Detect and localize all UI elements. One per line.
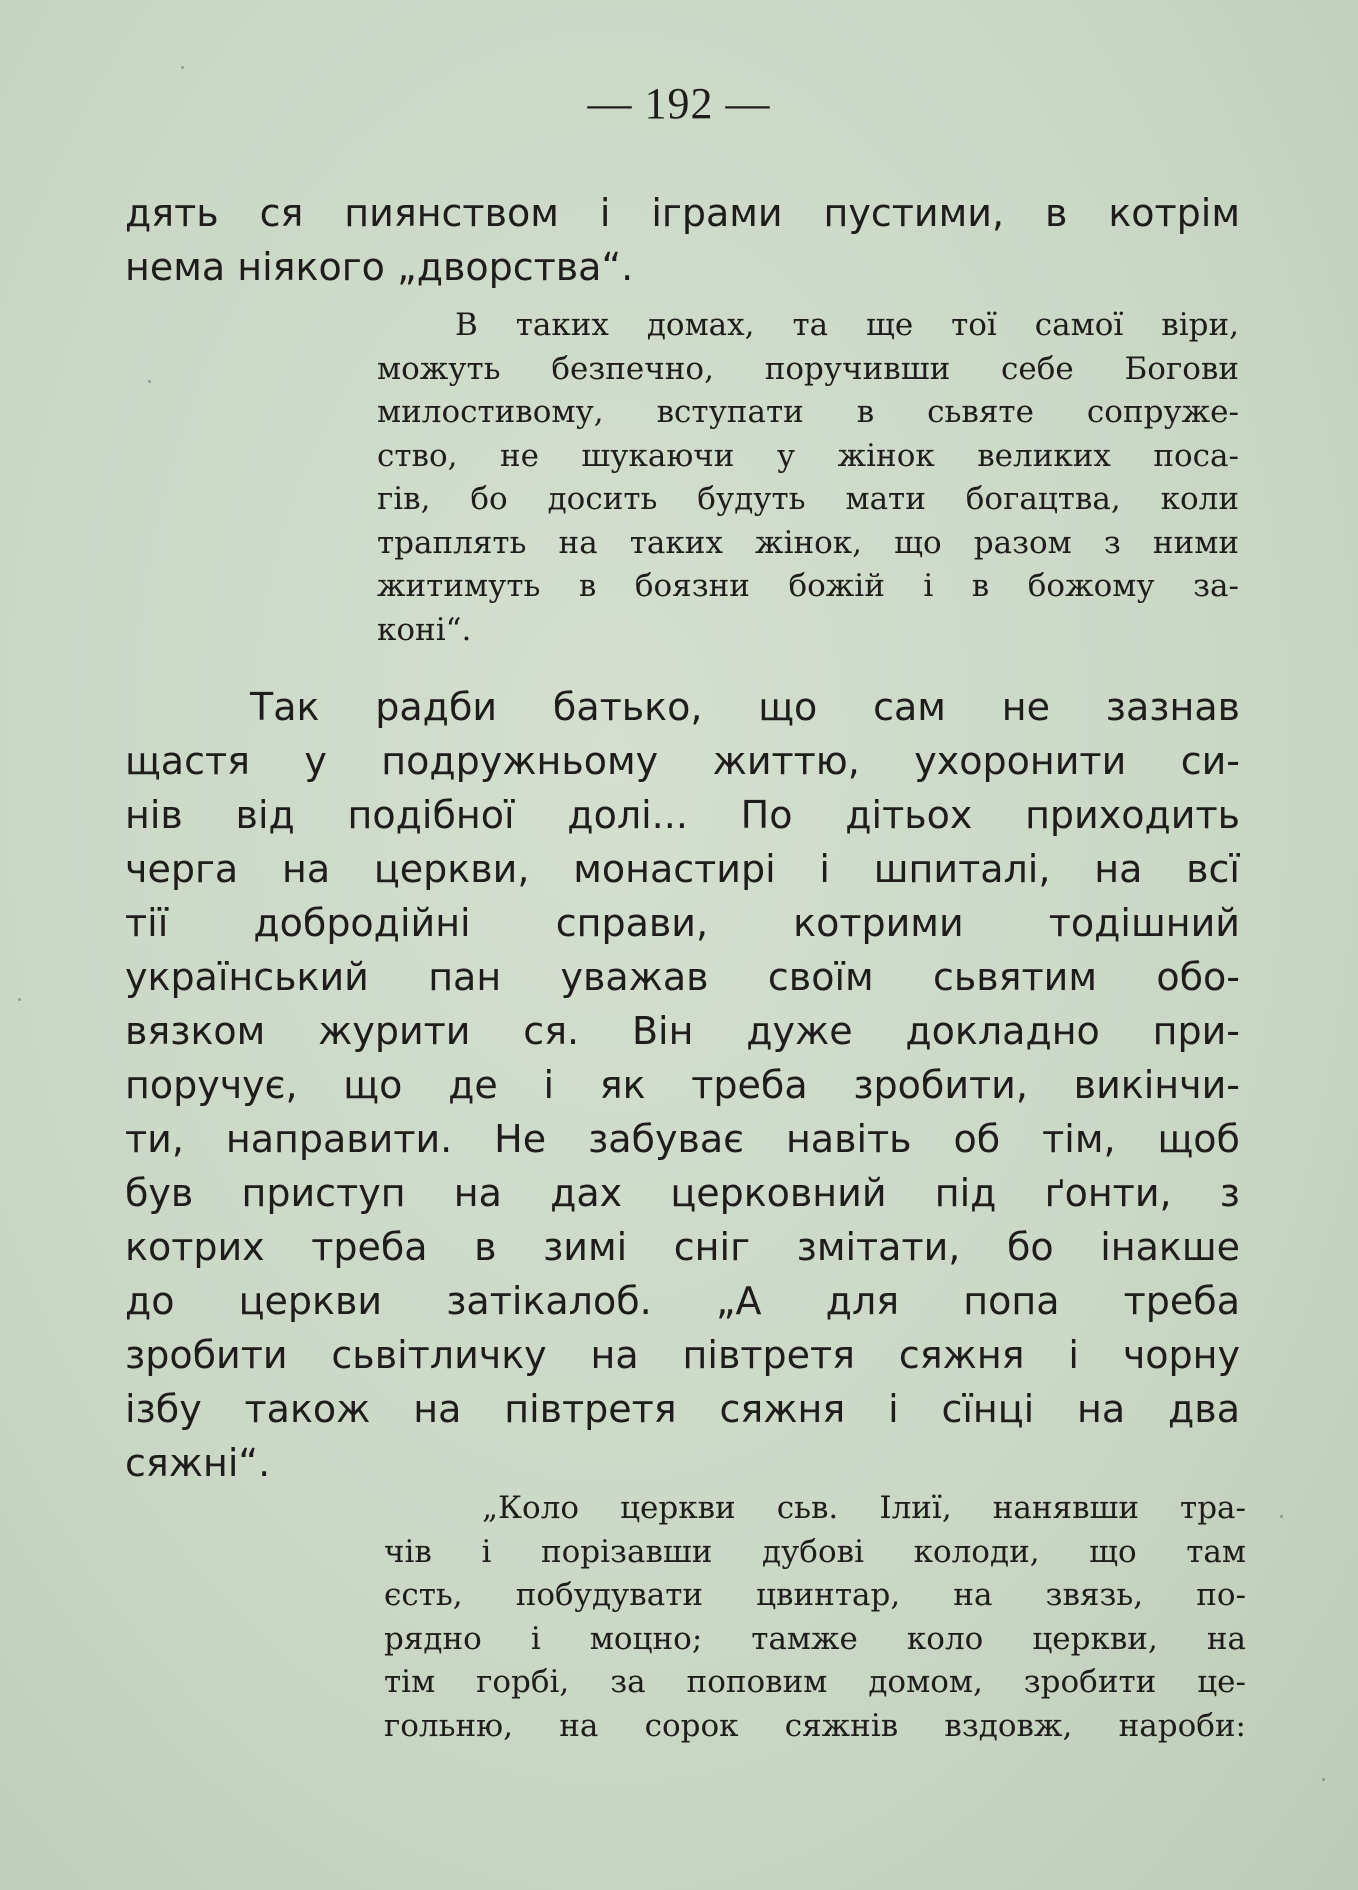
text-line: був приступ на дах церковний під ґонти, з — [125, 1171, 1240, 1215]
quote-line: рядно і моцно; тамже коло церкви, на — [384, 1620, 1246, 1657]
text-line: вязком журити ся. Він дуже докладно при- — [125, 1009, 1240, 1053]
paper-speck — [1322, 1778, 1325, 1781]
quote-line: коні“. — [377, 611, 472, 648]
text-line: тії добродійні справи, котрими тодішний — [125, 901, 1240, 945]
quote-line: гів, бо досить будуть мати богацтва, коли — [377, 481, 1239, 517]
quote-line: В таких домах, та ще тої самої віри, — [455, 307, 1239, 343]
quote-line: милостивому, вступати в сьвяте сопруже- — [377, 394, 1239, 430]
text-line: сяжні“. — [125, 1441, 271, 1485]
paper-speck — [181, 66, 184, 69]
text-line: котрих треба в зимі сніг змітати, бо інакше — [125, 1225, 1240, 1269]
text-line: поручує, що де і як треба зробити, викінчи- — [125, 1063, 1240, 1107]
paper-speck — [1280, 1515, 1283, 1518]
text-line: дять ся пиянством і іграми пустими, в котрім — [125, 191, 1240, 235]
text-line: ізбу також на півтретя сяжня і сїнці на два — [125, 1387, 1240, 1431]
quote-line: траплять на таких жінок, що разом з ними — [377, 524, 1239, 561]
quote-line: чів і порізавши дубові колоди, що там — [384, 1533, 1246, 1570]
text-line: український пан уважав своїм сьвятим обо- — [125, 955, 1240, 999]
text-line: нів від подібної долі... По дітьох приходить — [125, 793, 1240, 837]
quote-line: „Коло церкви сьв. Ілиї, нанявши тра- — [482, 1490, 1246, 1526]
paragraph-continued — [125, 186, 1240, 294]
paper-speck — [148, 380, 151, 383]
text-line: черга на церкви, монастирі і шпиталі, на всї — [125, 847, 1240, 891]
text-line: щастя у подружньому життю, ухоронити си- — [125, 739, 1240, 783]
text-line: зробити сьвітличку на півтретя сяжня і чорну — [125, 1333, 1240, 1377]
text-line: Так радби батько, що сам не зазнав — [250, 685, 1240, 729]
page-number: — 192 — — [587, 79, 771, 128]
paragraph — [125, 680, 1240, 1490]
quote-line: гольню, на сорок сяжнів вздовж, нароби: — [384, 1707, 1246, 1744]
quote-line: житимуть в боязни божій і в божому за- — [377, 568, 1239, 604]
text-line: нема ніякого „дворства“. — [125, 245, 634, 289]
quote-line: ство, не шукаючи у жінок великих поса- — [377, 437, 1239, 474]
paper-speck — [18, 998, 21, 1001]
text-line: до церкви затікалоб. „А для попа треба — [125, 1279, 1240, 1323]
quotation-block — [377, 304, 1239, 652]
quote-line: тім горбі, за поповим домом, зробити це- — [384, 1664, 1246, 1700]
quote-line: єсть, побудувати цвинтар, на звязь, по- — [384, 1577, 1246, 1613]
quotation-block — [384, 1487, 1246, 1748]
text-line: ти, направити. Не забуває навіть об тім, щоб — [125, 1117, 1240, 1161]
quote-line: можуть безпечно, поручивши себе Богови — [377, 350, 1239, 387]
